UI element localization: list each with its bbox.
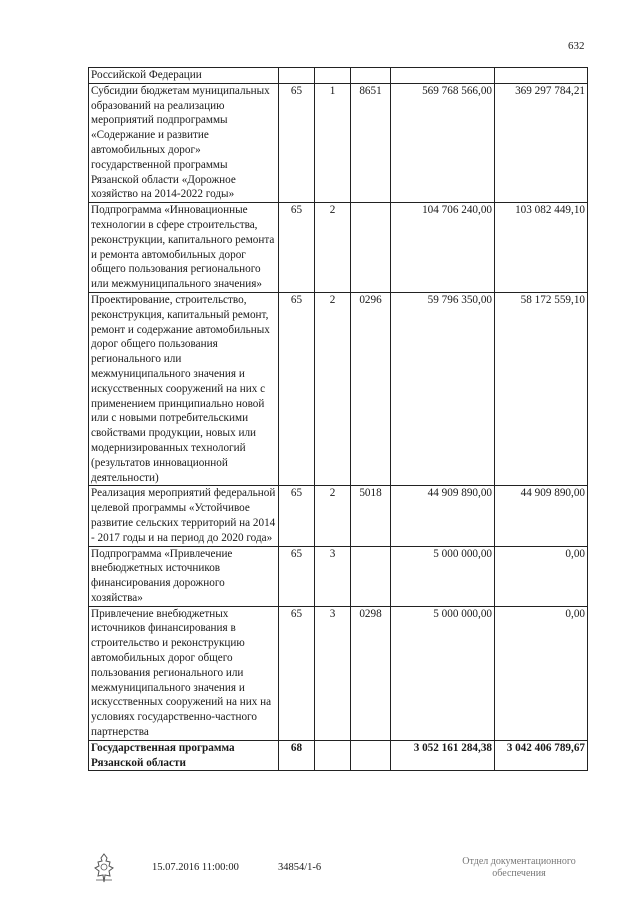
row-code-2: 3 xyxy=(315,546,351,606)
total-name: Государственная программа Рязанской области xyxy=(89,740,279,771)
row-name: Подпрограмма «Инновационные технологии в сфере строительства, реконструкции, капитального ремонта и ремонта автомобильных дорог общего пользования регионального или межмуниципального значения» xyxy=(89,203,279,293)
row-code-3: 8651 xyxy=(351,83,391,202)
row-code-2: 2 xyxy=(315,203,351,293)
table-row xyxy=(89,292,588,485)
row-amount-2: 0,00 xyxy=(495,546,588,606)
row-code-1: 65 xyxy=(279,203,315,293)
table-row xyxy=(89,68,588,84)
row-code-1: 65 xyxy=(279,83,315,202)
row-amount-1: 59 796 350,00 xyxy=(391,292,495,485)
total-amount-2: 3 042 406 789,67 xyxy=(495,740,588,771)
row-amount-1: 569 768 566,00 xyxy=(391,83,495,202)
page-number: 632 xyxy=(568,40,585,52)
footer-doc-number: 34854/1-6 xyxy=(278,862,322,873)
table-row xyxy=(89,83,588,202)
row-code-3: 5018 xyxy=(351,486,391,546)
row-name: Субсидии бюджетам муниципальных образований на реализацию мероприятий подпрограммы «Содержание и развитие автомобильных дорог» государственной программы Рязанской области «Дорожное хозяйство на 2014-2022 годы» xyxy=(89,83,279,202)
row-code-1: 65 xyxy=(279,546,315,606)
row-code-2 xyxy=(315,68,351,84)
row-amount-1 xyxy=(391,68,495,84)
row-code-3: 0296 xyxy=(351,292,391,485)
row-code-1: 65 xyxy=(279,292,315,485)
table-row xyxy=(89,203,588,293)
row-amount-1: 44 909 890,00 xyxy=(391,486,495,546)
row-code-2: 2 xyxy=(315,486,351,546)
row-name: Российской Федерации xyxy=(89,68,279,84)
row-code-3: 0298 xyxy=(351,606,391,740)
row-amount-1: 5 000 000,00 xyxy=(391,606,495,740)
row-amount-2: 103 082 449,10 xyxy=(495,203,588,293)
total-code-3 xyxy=(351,740,391,771)
row-name: Проектирование, строительство, реконструкция, капитальный ремонт, ремонт и содержание автомобильных дорог общего пользования регионального или межмуниципального значения и искусственных сооружений на них с применением принципиально новой или с новыми потребительскими свойствами продукции, новых или модернизированных технологий (результатов инновационной деятельности) xyxy=(89,292,279,485)
row-code-1: 65 xyxy=(279,606,315,740)
table-row xyxy=(89,546,588,606)
row-code-1 xyxy=(279,68,315,84)
row-amount-1: 5 000 000,00 xyxy=(391,546,495,606)
total-code-2 xyxy=(315,740,351,771)
row-code-2: 1 xyxy=(315,83,351,202)
row-code-2: 2 xyxy=(315,292,351,485)
row-amount-2: 0,00 xyxy=(495,606,588,740)
budget-table xyxy=(88,67,588,771)
row-code-1: 65 xyxy=(279,486,315,546)
row-name: Реализация мероприятий федеральной целевой программы «Устойчивое развитие сельских территорий на 2014 - 2017 годы и на период до 2020 года» xyxy=(89,486,279,546)
row-amount-2: 44 909 890,00 xyxy=(495,486,588,546)
row-amount-2: 369 297 784,21 xyxy=(495,83,588,202)
row-name: Подпрограмма «Привлечение внебюджетных источников финансирования дорожного хозяйства» xyxy=(89,546,279,606)
row-code-3 xyxy=(351,203,391,293)
row-amount-2 xyxy=(495,68,588,84)
coat-of-arms-icon xyxy=(92,852,116,884)
footer-stamp: Отдел документационного обеспечения xyxy=(462,856,576,879)
row-code-2: 3 xyxy=(315,606,351,740)
row-amount-1: 104 706 240,00 xyxy=(391,203,495,293)
total-amount-1: 3 052 161 284,38 xyxy=(391,740,495,771)
row-code-3 xyxy=(351,546,391,606)
row-amount-2: 58 172 559,10 xyxy=(495,292,588,485)
table-row xyxy=(89,606,588,740)
row-name: Привлечение внебюджетных источников финансирования в строительство и реконструкцию автомобильных дорог общего пользования регионального или межмуниципального значения и искусственных сооружений на них на условиях государственно-частного партнерства xyxy=(89,606,279,740)
footer-date: 15.07.2016 11:00:00 xyxy=(152,862,239,873)
row-code-3 xyxy=(351,68,391,84)
total-code-1: 68 xyxy=(279,740,315,771)
table-row xyxy=(89,486,588,546)
total-row xyxy=(89,740,588,771)
